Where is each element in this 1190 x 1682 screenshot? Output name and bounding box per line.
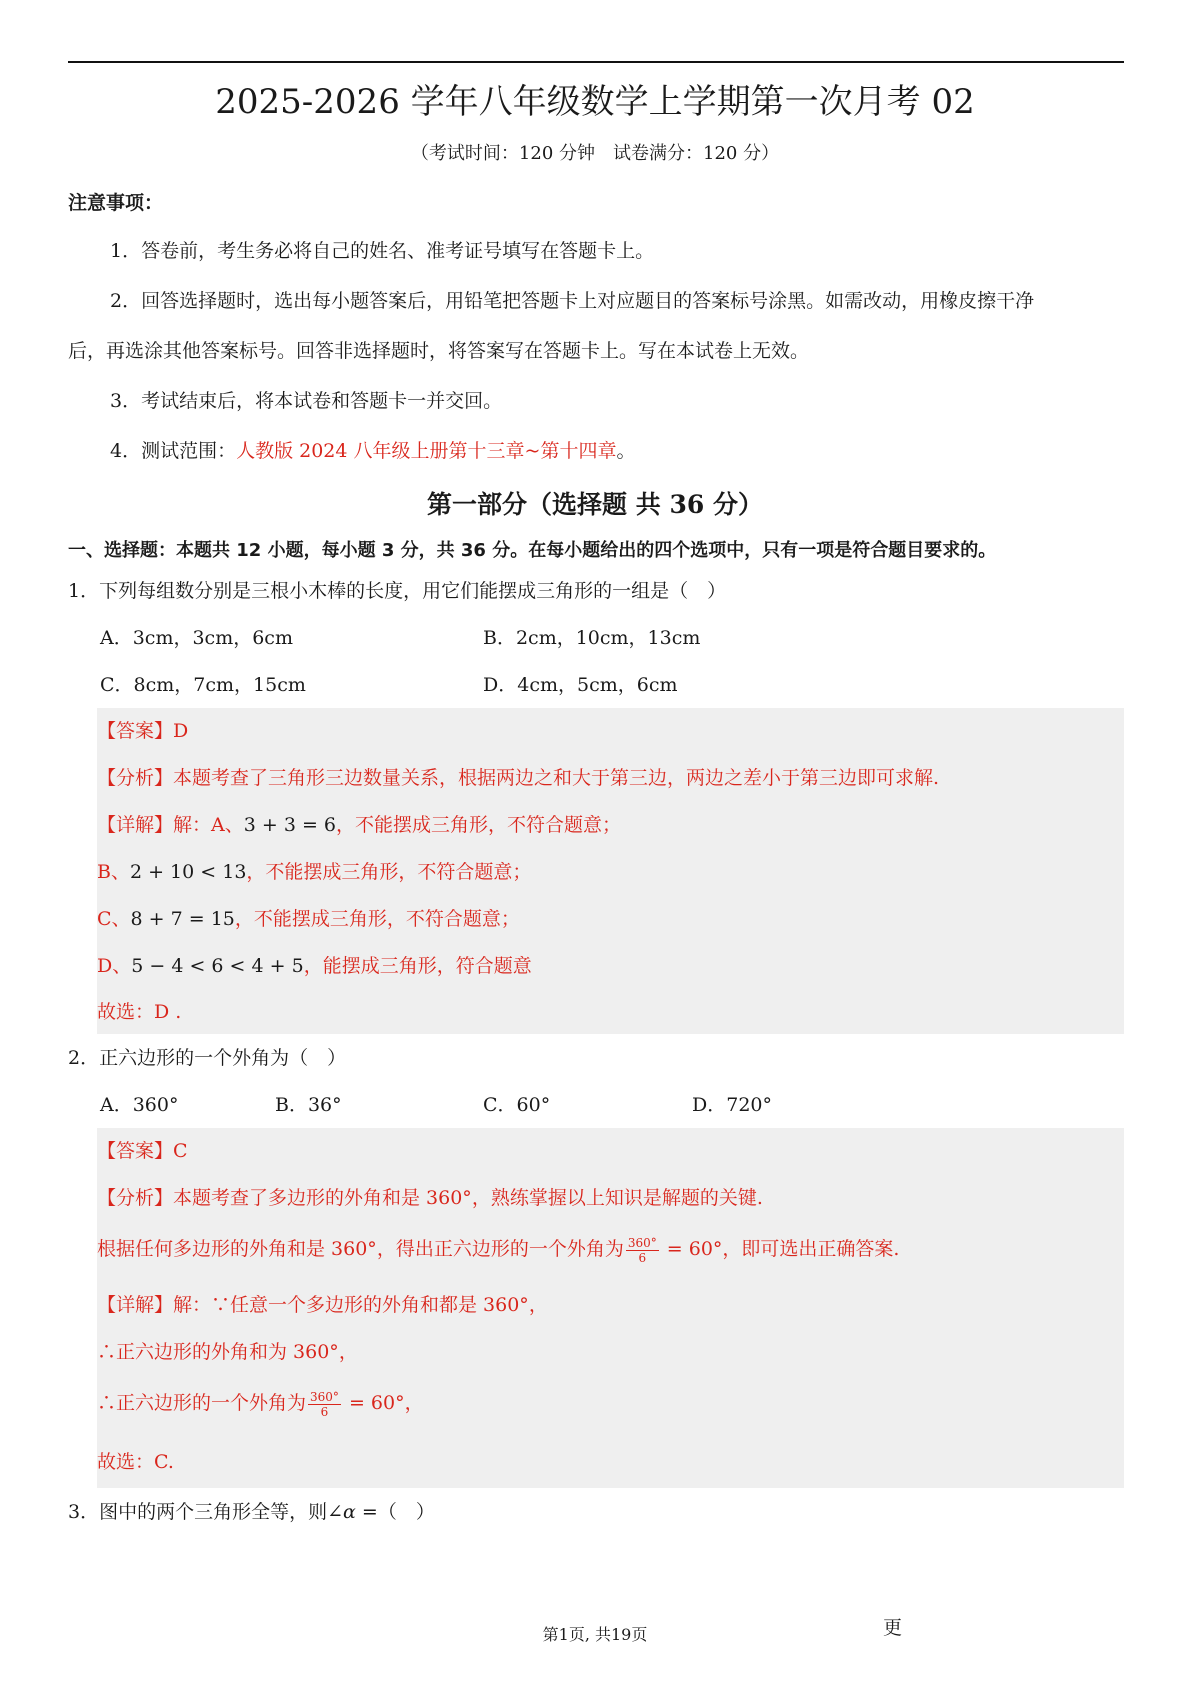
note-item-1: 1．答卷前，考生务必将自己的姓名、准考证号填写在答题卡上。: [110, 240, 655, 262]
more-button[interactable]: 更: [883, 1617, 903, 1639]
page-number: 第1页, 共19页: [542, 1625, 648, 1644]
q1-detail-c: [97, 904, 1190, 934]
q2-reason: [97, 1234, 1190, 1265]
q1-c-text: ，不能摆成三角形，不符合题意；: [234, 908, 520, 930]
note-item-2a: 2．回答选择题时，选出每小题答案后，用铅笔把答题卡上对应题目的答案标号涂黑。如需改动，用橡皮擦干净: [110, 290, 1035, 312]
q2-detail-prefix: 【详解】解：∵任意一个多边形的外角和都是: [97, 1294, 484, 1316]
q1-detail-a-text: ，不能摆成三角形，不符合题意；: [336, 814, 622, 836]
q2-reason-math: 360°: [331, 1238, 377, 1260]
q2-step3-frac-num: 360°: [310, 1389, 339, 1404]
q2-step2: [97, 1337, 1190, 1367]
note-item-3-text: 3．考试结束后，将本试卷和答题卡一并交回。: [110, 390, 503, 412]
q1-analysis: 【分析】本题考查了三角形三边数量关系，根据两边之和大于第三边，两边之差小于第三边即可求解.: [97, 767, 940, 789]
q2-step2-prefix: ∴正六边形的外角和为: [97, 1341, 294, 1363]
q1-option-a: A．3cm，3cm，6cm: [100, 627, 293, 649]
q2-option-d: D．720°: [692, 1094, 772, 1116]
q2-step3-fraction: [308, 1390, 341, 1419]
q1-detail: [97, 810, 1190, 840]
q3-stem-suffix: （ ）: [377, 1501, 435, 1523]
q3-stem-math: ∠α =: [327, 1501, 378, 1523]
q2-option-a: A．360°: [100, 1094, 179, 1116]
q2-reason-frac-num: 360°: [627, 1235, 657, 1250]
top-rule: [68, 61, 1124, 63]
q1-detail-d: [97, 951, 1190, 981]
note-item-2b: 后，再选涂其他答案标号。回答非选择题时，将答案写在答题卡上。写在本试卷上无效。: [68, 340, 810, 362]
q2-detail: [97, 1290, 1190, 1320]
question-1-stem: 1．下列每组数分别是三根小木棒的长度，用它们能摆成三角形的一组是（ ）: [68, 580, 727, 602]
q2-reason-eq: = 60°: [660, 1238, 723, 1260]
test-scope: 人教版 2024 八年级上册第十三章~第十四章: [236, 440, 617, 462]
q1-b-prefix: B、: [97, 861, 130, 883]
note-item-4-suffix: 。: [616, 440, 636, 462]
q2-reason-suffix: ，即可选出正确答案.: [722, 1238, 900, 1260]
q1-conclusion: 故选：D .: [97, 1001, 182, 1023]
q2-step3-frac-den: 6: [320, 1404, 329, 1419]
q2-conclusion: 故选：C.: [97, 1451, 174, 1473]
q2-step3-prefix: ∴正六边形的一个外角为: [97, 1392, 307, 1414]
q2-detail-suffix: ，: [528, 1294, 548, 1316]
notes-heading: 注意事项：: [68, 192, 164, 214]
q2-answer: 【答案】C: [97, 1140, 188, 1162]
q2-option-b: B．36°: [275, 1094, 342, 1116]
q1-option-d: D．4cm，5cm，6cm: [483, 674, 678, 696]
q2-option-c: C．60°: [483, 1094, 551, 1116]
note-item-4-prefix: 4．测试范围：: [110, 440, 237, 462]
q1-d-math: 5 − 4 < 6 < 4 + 5: [131, 955, 304, 977]
q1-answer: 【答案】D: [97, 720, 189, 742]
q1-b-math: 2 + 10 < 13: [129, 861, 247, 883]
q2-step3: [97, 1388, 1190, 1419]
section-instruction: 一、选择题：本题共 12 小题，每小题 3 分，共 36 分。在每小题给出的四个选项中，只有一项是符合题目要求的。: [68, 540, 997, 561]
note-item-3: [110, 386, 1190, 416]
q1-detail-a-math: 3 + 3 = 6: [243, 814, 336, 836]
q2-reason-fraction: [626, 1236, 659, 1265]
q2-detail-math: 360°: [483, 1294, 529, 1316]
q2-analysis: [97, 1183, 1190, 1213]
q2-analysis-suffix: ，熟练掌握以上知识是解题的关键.: [471, 1187, 763, 1209]
q2-step3-eq: = 60°: [342, 1392, 405, 1414]
question-3-stem: [68, 1497, 1190, 1527]
q1-option-b: B．2cm，10cm，13cm: [483, 627, 701, 649]
q2-step3-suffix: ，: [404, 1392, 424, 1414]
q2-reason-mid: ，得出正六边形的一个外角为: [376, 1238, 624, 1260]
q2-step2-suffix: ，: [338, 1341, 358, 1363]
section-heading: 第一部分（选择题 共 36 分）: [427, 490, 763, 519]
q1-c-prefix: C、: [97, 908, 131, 930]
q2-step2-math: 360°: [293, 1341, 339, 1363]
q1-detail-b: [97, 857, 1190, 887]
q2-reason-prefix: 根据任何多边形的外角和是: [97, 1238, 332, 1260]
q1-d-text: ，能摆成三角形，符合题意: [303, 955, 532, 977]
question-2-stem: 2．正六边形的一个外角为（ ）: [68, 1047, 347, 1069]
note-item-4: [110, 436, 1190, 466]
q1-c-math: 8 + 7 = 15: [130, 908, 235, 930]
q1-option-c: C．8cm，7cm，15cm: [100, 674, 306, 696]
page-title: 2025-2026 学年八年级数学上学期第一次月考 02: [215, 82, 975, 122]
q3-stem-prefix: 3．图中的两个三角形全等，则: [68, 1501, 328, 1523]
q2-analysis-prefix: 【分析】本题考查了多边形的外角和是: [97, 1187, 427, 1209]
q1-b-text: ，不能摆成三角形，不符合题意；: [246, 861, 532, 883]
q1-d-prefix: D、: [97, 955, 132, 977]
q1-detail-prefix: 【详解】解：A、: [97, 814, 244, 836]
q2-reason-frac-den: 6: [638, 1250, 647, 1265]
q2-analysis-math: 360°: [426, 1187, 472, 1209]
exam-info: （考试时间：120 分钟 试卷满分：120 分）: [410, 143, 780, 164]
